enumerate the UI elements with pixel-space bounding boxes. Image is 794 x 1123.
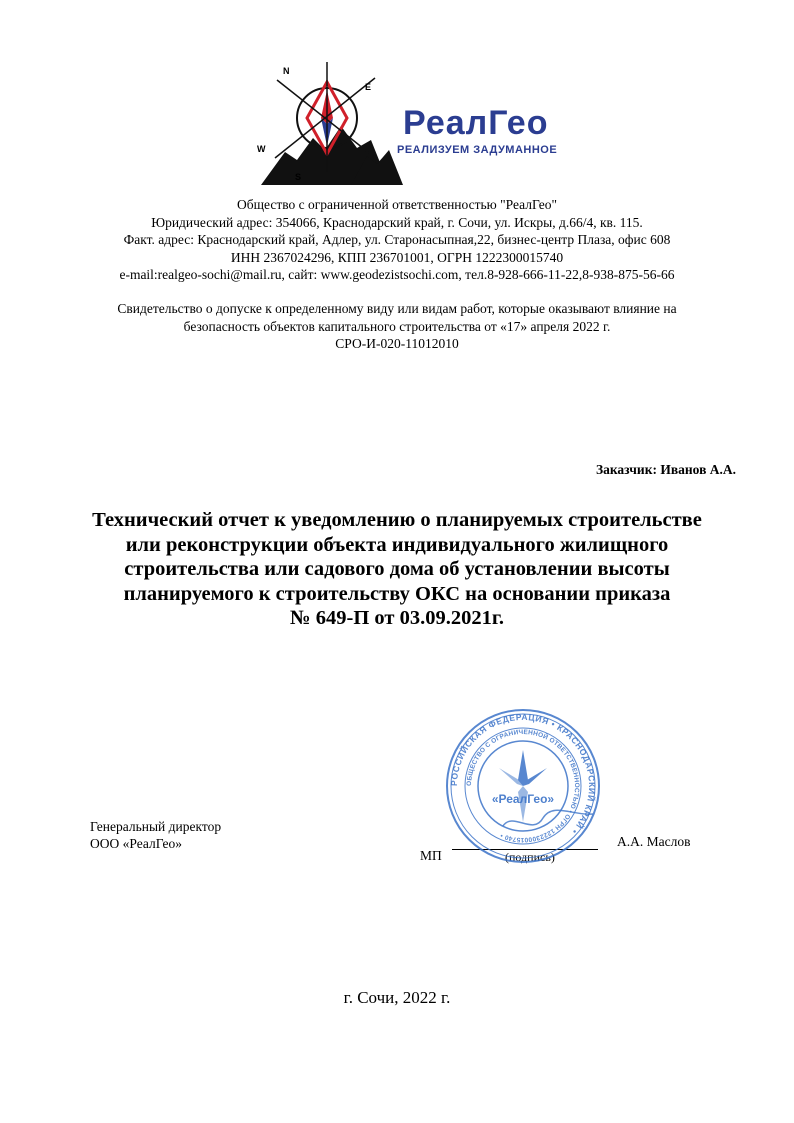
title-line-5: № 649-П от 03.09.2021г. <box>290 607 504 629</box>
title-line-4: планируемого к строительству ОКС на основании приказа <box>123 582 671 605</box>
stamp-center-text: «РеалГео» <box>491 792 555 806</box>
company-requisites <box>40 196 754 284</box>
title-line-1: Технический отчет к уведомлению о планируемых строительстве <box>92 509 702 531</box>
legal-address: Юридический адрес: 354066, Краснодарский край, г. Сочи, ул. Искры, д.66/4, кв. 115. <box>151 214 643 230</box>
brand-tagline: РЕАЛИЗУЕМ ЗАДУМАННОЕ <box>397 144 558 156</box>
company-contacts: e-mail:realgeo-sochi@mail.ru, сайт: www.geodezistsochi.com, тел.8-928-666-11-22,8-938-875-56-66 <box>119 267 675 282</box>
title-line-3: строительства или садового дома об установлении высоты <box>124 558 670 580</box>
license-info <box>40 300 754 353</box>
document-title <box>60 508 734 631</box>
compass-n-label: N <box>283 66 290 76</box>
actual-address: Факт. адрес: Краснодарский край, Адлер, ул. Старонасыпная,22, бизнес-центр Плаза, офис 608 <box>123 232 671 247</box>
compass-mountains-icon <box>255 60 405 190</box>
signature-sub-label: (подпись) <box>505 850 555 864</box>
position-line-2: ООО «РеалГео» <box>90 836 182 851</box>
compass-s-label: S <box>295 172 302 182</box>
license-line-3: СРО-И-020-11012010 <box>335 336 459 351</box>
org-name: Общество с ограниченной ответственностью "РеалГео" <box>237 197 557 212</box>
compass-w-label: W <box>257 144 266 154</box>
mp-label: МП <box>420 848 442 863</box>
stamp-seal-icon <box>443 706 603 866</box>
company-ids: ИНН 2367024296, КПП 236701001, ОГРН 1222300015740 <box>230 249 564 265</box>
brand-name: РеалГео <box>403 104 549 142</box>
license-line-1: Свидетельство о допуске к определенному виду или видам работ, которые оказывают влияние на <box>117 301 677 316</box>
company-logo <box>255 60 595 190</box>
signer-name: А.А. Маслов <box>617 834 691 849</box>
stamp-ring-text: РОССИЙСКАЯ ФЕДЕРАЦИЯ • КРАСНОДАРСКИЙ КРАЙ • <box>448 711 598 837</box>
company-stamp <box>443 706 603 866</box>
signatory-position <box>90 818 221 852</box>
title-line-2: или реконструкции объекта индивидуального жилищного <box>125 533 669 556</box>
stamp-inner-ring-text: ОБЩЕСТВО С ОГРАНИЧЕННОЙ ОТВЕТСТВЕННОСТЬЮ • ОГРН 1222300015740 • <box>465 728 581 844</box>
city-date: г. Сочи, 2022 г. <box>343 988 451 1007</box>
customer-label: Заказчик: Иванов А.А. <box>595 462 736 477</box>
position-line-1: Генеральный директор <box>90 819 222 834</box>
license-line-2: безопасность объектов капитального строительства от «17» апреля 2022 г. <box>183 318 611 334</box>
compass-e-label: E <box>365 82 372 92</box>
